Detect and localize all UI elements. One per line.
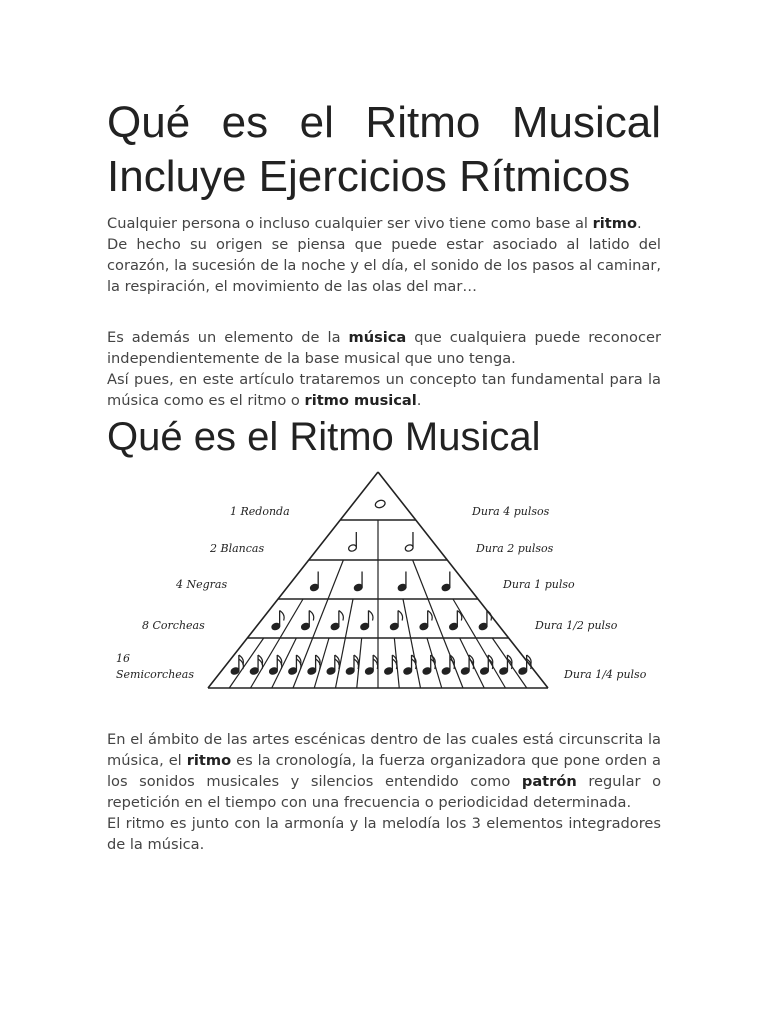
note-head: [374, 499, 386, 509]
pyramid-cell-divider: [328, 560, 343, 599]
pyramid-label-16: 16: [116, 652, 130, 665]
pyramid-cell-divider: [280, 599, 303, 638]
pyramid-duration-1: Dura 1 pulso: [503, 578, 575, 591]
pyramid-cell-divider: [428, 599, 443, 638]
third-paragraph: [107, 729, 661, 855]
note-flag: [428, 611, 433, 621]
pyramid-label-corcheas: 8 Corcheas: [142, 619, 205, 632]
pyramid-cell-divider: [336, 638, 346, 688]
pyramid-cell-divider: [453, 599, 476, 638]
note-flag: [398, 611, 403, 621]
note-flag: [339, 611, 344, 621]
pyramid-duration-quarter: Dura 1/4 pulso: [564, 668, 647, 681]
intro-text-c: .: [637, 215, 642, 232]
pyramid-notes: [230, 499, 531, 675]
p2-text-c: que cualquiera puede reconocer independientemente de la base musical que uno tenga.: [107, 329, 661, 367]
pyramid-duration-2: Dura 2 pulsos: [476, 542, 554, 555]
p3-text-a: En el ámbito de las artes escénicas dentro de las cuales está circunscrita la música, el: [107, 731, 661, 769]
pyramid-cell-divider: [313, 599, 328, 638]
pyramid-duration-4: Dura 4 pulsos: [472, 505, 550, 518]
intro-paragraph: [107, 213, 661, 297]
note-values-pyramid-figure: [110, 470, 660, 695]
second-paragraph: [107, 327, 661, 411]
pyramid-cell-divider: [314, 638, 329, 688]
p2-bold-musica: música: [348, 329, 407, 346]
intro-text-a: Cualquier persona o incluso cualquier ser vivo tiene como base al: [107, 215, 593, 232]
pyramid-label-blancas: 2 Blancas: [210, 542, 265, 555]
p2-bold-ritmo-musical: ritmo musical: [304, 392, 417, 409]
note-flag: [309, 611, 314, 621]
pyramid-cell-divider: [413, 560, 428, 599]
pyramid-label-negras: 4 Negras: [176, 578, 228, 591]
page-title-line-1: Qué es el Ritmo Musical: [107, 98, 661, 147]
intro-text-line-2: De hecho su origen se piensa que puede estar asociado al latido del corazón, la sucesión de la noche y el día, el sonido de los pasos al caminar, la respiración, el movimiento de las olas del mar…: [107, 236, 661, 295]
p3-text-e: regular o repetición en el tiempo con una frecuencia o periodicidad determinada.: [107, 773, 662, 811]
p3-text-c: es la cronología, la fuerza organizadora que pone orden a los sonidos musicales y silencios entendido como: [107, 752, 661, 790]
section-heading: Qué es el Ritmo Musical: [107, 415, 541, 459]
note-flag: [368, 611, 373, 621]
pyramid-cell-divider: [345, 599, 353, 638]
p3-bold-patron: patrón: [521, 773, 577, 790]
pyramid-duration-half: Dura 1/2 pulso: [535, 619, 618, 632]
pyramid-label-redonda: 1 Redonda: [230, 505, 290, 518]
p2-text-a: Es además un elemento de la: [107, 329, 349, 346]
p2-text-f: .: [416, 392, 422, 409]
note-flag: [280, 611, 285, 621]
p2-text-d: Así pues, en este artículo trataremos un concepto tan fundamental para la música como es el ritmo o: [107, 371, 661, 409]
pyramid-cell-divider: [492, 638, 526, 688]
p3-bold-ritmo: ritmo: [186, 752, 232, 769]
pyramid-cell-divider: [403, 599, 411, 638]
intro-bold-ritmo: ritmo: [592, 215, 638, 232]
pyramid-label-semicorcheas: Semicorcheas: [116, 668, 194, 681]
p3-text-f: El ritmo es junto con la armonía y la melodía los 3 elementos integradores de la música.: [107, 815, 661, 853]
page-title-line-2: Incluye Ejercicios Rítmicos: [107, 152, 631, 201]
